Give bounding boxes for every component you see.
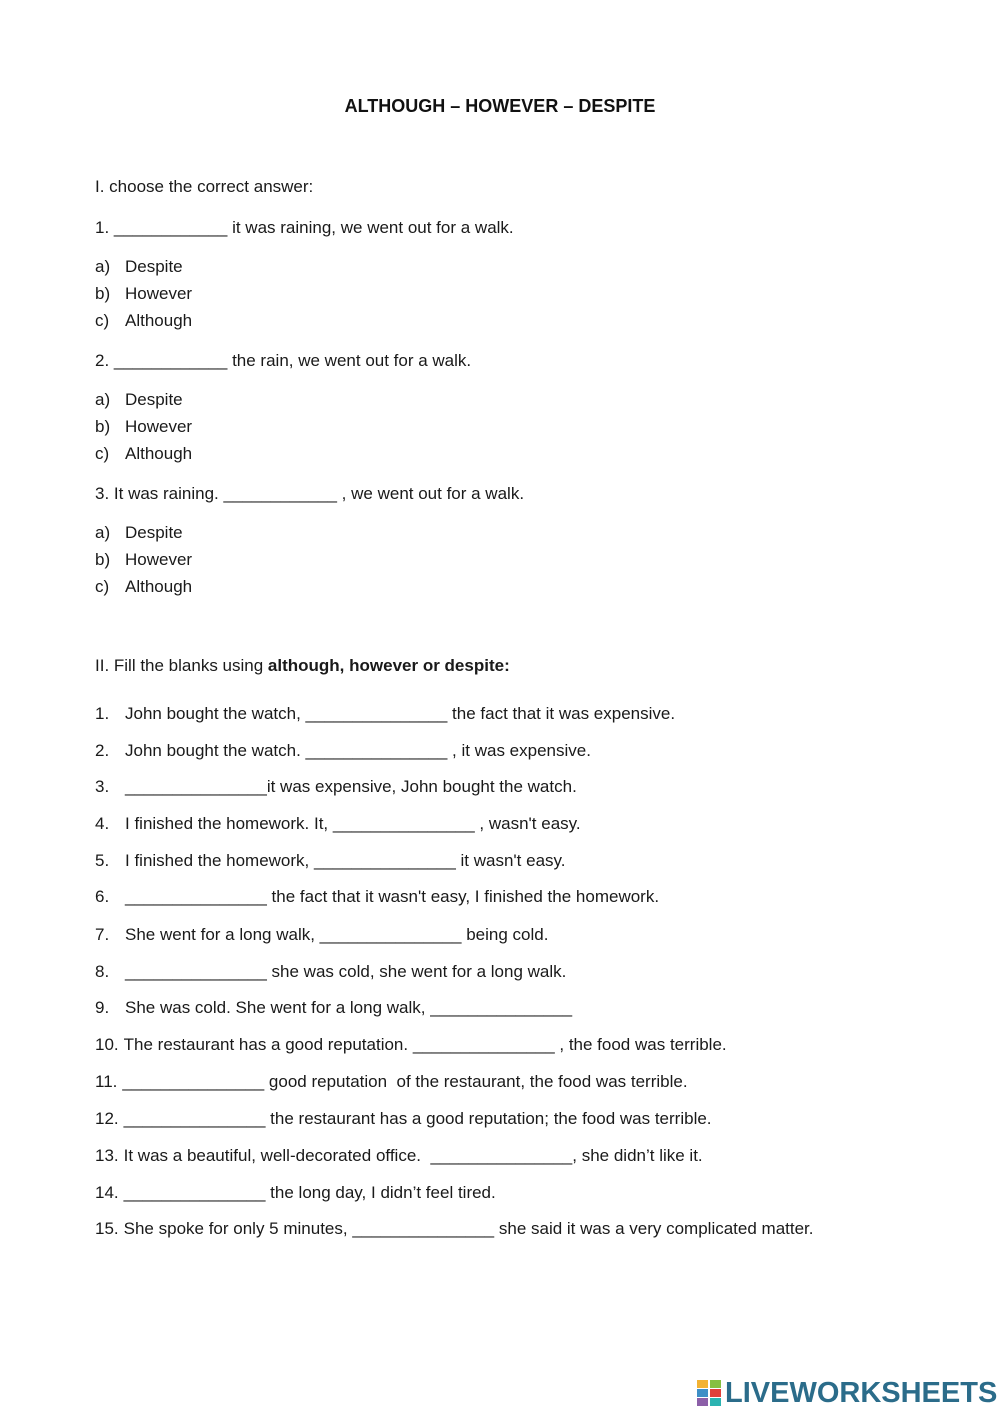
- section1-heading: I. choose the correct answer:: [95, 177, 314, 196]
- fill-item-text: It was a beautiful, well-decorated office. _______________, she didn’t like it.: [123, 1146, 703, 1165]
- option-label: Despite: [125, 523, 183, 542]
- question-1-option-b[interactable]: [95, 283, 192, 305]
- fill-item-13[interactable]: [95, 1145, 703, 1167]
- question-3: 3. It was raining. ____________ , we went out for a walk.: [95, 484, 525, 503]
- fill-item-number: 7.: [95, 925, 110, 944]
- fill-item-number: 1.: [95, 704, 110, 723]
- fill-item-text: I finished the homework, _______________ it wasn't easy.: [125, 851, 566, 870]
- option-letter: b): [95, 550, 111, 569]
- option-label: Despite: [125, 257, 183, 276]
- option-letter: a): [95, 390, 111, 409]
- option-label: Although: [125, 311, 193, 330]
- fill-item-text: She was cold. She went for a long walk, _______________: [125, 998, 573, 1017]
- fill-item-14[interactable]: [95, 1182, 496, 1204]
- question-3-option-c[interactable]: [95, 576, 192, 598]
- fill-item-6[interactable]: [95, 886, 659, 908]
- fill-item-text: John bought the watch, _______________ the fact that it was expensive.: [125, 704, 676, 723]
- fill-item-text: John bought the watch. _______________ , it was expensive.: [125, 741, 591, 760]
- fill-item-number: 8.: [95, 962, 110, 981]
- fill-item-4[interactable]: [95, 813, 581, 835]
- option-letter: b): [95, 417, 111, 436]
- question-1-option-a[interactable]: [95, 256, 183, 278]
- fill-item-number: 12.: [95, 1109, 119, 1128]
- fill-item-text: The restaurant has a good reputation. _______________ , the food was terrible.: [123, 1035, 727, 1054]
- worksheet-title: ALTHOUGH – HOWEVER – DESPITE: [344, 96, 656, 116]
- option-letter: a): [95, 257, 111, 276]
- option-letter: c): [95, 577, 110, 596]
- question-3-option-b[interactable]: [95, 549, 192, 571]
- fill-item-number: 10.: [95, 1035, 119, 1054]
- fill-item-3[interactable]: [95, 776, 577, 798]
- question-2: 2. ____________ the rain, we went out for a walk.: [95, 351, 472, 370]
- question-1: 1. ____________ it was raining, we went out for a walk.: [95, 218, 514, 237]
- option-letter: c): [95, 311, 110, 330]
- fill-item-number: 5.: [95, 851, 110, 870]
- option-letter: a): [95, 523, 111, 542]
- section2-heading: [95, 655, 510, 677]
- option-label: However: [125, 417, 193, 436]
- question-2-option-c[interactable]: [95, 443, 192, 465]
- question-2-option-a[interactable]: [95, 389, 183, 411]
- fill-item-15[interactable]: [95, 1218, 814, 1240]
- option-label: Although: [125, 577, 193, 596]
- liveworksheets-brand[interactable]: [696, 1378, 997, 1408]
- fill-item-text: She spoke for only 5 minutes, _______________ she said it was a very complicated matter.: [123, 1219, 814, 1238]
- option-letter: c): [95, 444, 110, 463]
- fill-item-text: _______________ the fact that it wasn't easy, I finished the homework.: [125, 887, 660, 906]
- fill-item-text: _______________ good reputation of the restaurant, the food was terrible.: [122, 1072, 688, 1091]
- fill-item-number: 11.: [95, 1072, 118, 1091]
- fill-item-text: _______________ she was cold, she went for a long walk.: [125, 962, 567, 981]
- question-2-option-b[interactable]: [95, 416, 192, 438]
- fill-item-10[interactable]: [95, 1034, 727, 1056]
- section2-heading-bold: although, however or despite:: [267, 656, 510, 675]
- option-label: Although: [125, 444, 193, 463]
- fill-item-number: 14.: [95, 1183, 119, 1202]
- fill-item-number: 6.: [95, 887, 110, 906]
- fill-item-9[interactable]: [95, 997, 572, 1019]
- fill-item-text: She went for a long walk, _______________ being cold.: [125, 925, 549, 944]
- fill-item-11[interactable]: [95, 1071, 688, 1093]
- section2-heading-prefix: II. Fill the blanks using: [95, 656, 268, 675]
- fill-item-1[interactable]: [95, 703, 675, 725]
- fill-item-number: 2.: [95, 741, 110, 760]
- fill-item-number: 15.: [95, 1219, 119, 1238]
- fill-item-number: 4.: [95, 814, 110, 833]
- brand-name: LIVEWORKSHEETS: [725, 1376, 998, 1409]
- question-3-option-a[interactable]: [95, 522, 183, 544]
- fill-item-8[interactable]: [95, 961, 566, 983]
- fill-item-5[interactable]: [95, 850, 566, 872]
- fill-item-text: _______________ the restaurant has a good reputation; the food was terrible.: [123, 1109, 712, 1128]
- option-label: However: [125, 284, 193, 303]
- fill-item-text: I finished the homework. It, _______________ , wasn't easy.: [125, 814, 581, 833]
- fill-item-number: 13.: [95, 1146, 119, 1165]
- option-label: Despite: [125, 390, 183, 409]
- fill-item-2[interactable]: [95, 740, 591, 762]
- option-letter: b): [95, 284, 111, 303]
- fill-item-text: _______________ the long day, I didn’t feel tired.: [123, 1183, 496, 1202]
- fill-item-number: 9.: [95, 998, 110, 1017]
- option-label: However: [125, 550, 193, 569]
- fill-item-7[interactable]: [95, 924, 548, 946]
- fill-item-12[interactable]: [95, 1108, 712, 1130]
- fill-item-number: 3.: [95, 777, 110, 796]
- fill-item-text: _______________it was expensive, John bought the watch.: [125, 777, 577, 796]
- liveworksheets-logo-icon: [696, 1379, 722, 1407]
- question-1-option-c[interactable]: [95, 310, 192, 332]
